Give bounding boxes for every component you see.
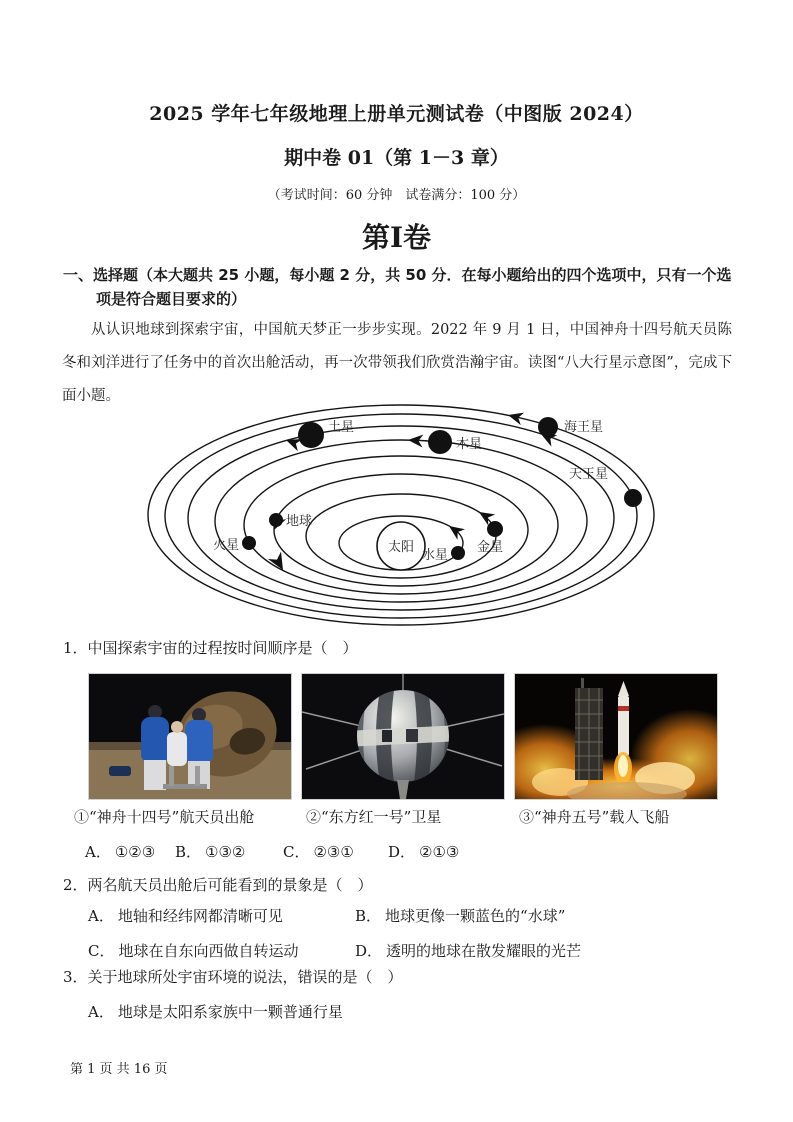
planet-label-uranus: 天王星 bbox=[568, 467, 608, 482]
q2-option-d: D． 透明的地球在散发耀眼的光芒 bbox=[355, 942, 582, 960]
planet-dot-earth bbox=[269, 513, 283, 527]
launch-tower bbox=[575, 678, 603, 780]
planet-dot-neptune bbox=[538, 417, 558, 437]
photo-caption-1: ①“神舟十四号”航天员出舱 bbox=[74, 808, 255, 826]
planet-label-venus: 金星 bbox=[476, 540, 504, 555]
photo-shenzhou14-egress bbox=[88, 673, 292, 800]
question-number: 2． bbox=[63, 876, 88, 894]
q2-option-b: B． 地球更像一颗蓝色的“水球” bbox=[355, 907, 566, 925]
planet-label-neptune: 海王星 bbox=[564, 420, 604, 435]
section-heading: 一、选择题（本大题共 25 小题，每小题 2 分，共 50 分．在每小题给出的四个选项中，只有一个选项是符合题目要求的） bbox=[63, 266, 732, 308]
orbit-neptune bbox=[148, 405, 654, 625]
solar-system-diagram bbox=[138, 403, 658, 635]
q1-option-a: A． ①②③ bbox=[85, 843, 156, 861]
paper-subtitle: 期中卷 01（第 1－3 章） bbox=[284, 147, 509, 169]
photo-dongfanghong1-satellite bbox=[301, 673, 505, 800]
question-1-stem bbox=[63, 637, 358, 658]
planet-dot-venus bbox=[487, 521, 503, 537]
intro-paragraph: 从认识地球到探索宇宙，中国航天梦正一步步实现。2022 年 9 月 1 日，中国神舟十四号航天员陈冬和刘洋进行了任务中的首次出舱活动，再一次带领我们欣赏浩瀚宇宙。读图“八大行星示意图”，完成下面小题。 bbox=[62, 322, 732, 404]
q3-option-a: A． 地球是太阳系家族中一颗普通行星 bbox=[88, 1003, 343, 1021]
planet-label-mercury: 水星 bbox=[421, 548, 448, 563]
q1-option-c: C． ②③① bbox=[283, 843, 354, 861]
photo-shenzhou5-launch bbox=[514, 673, 718, 800]
planet-dot-saturn bbox=[298, 422, 324, 448]
question-3-stem bbox=[63, 966, 403, 987]
question-text: 两名航天员出舱后可能看到的景象是（ ） bbox=[87, 876, 373, 894]
photo2-art bbox=[302, 674, 504, 799]
question-text: 关于地球所处宇宙环境的说法，错误的是（ ） bbox=[87, 968, 403, 986]
question-2-stem bbox=[63, 874, 373, 895]
question-number: 1． bbox=[63, 639, 88, 657]
planet-label-saturn: 土星 bbox=[328, 420, 355, 435]
volume-title: 第I卷 bbox=[361, 221, 432, 254]
question-number: 3． bbox=[63, 968, 88, 986]
page-title: 2025 学年七年级地理上册单元测试卷（中图版 2024） bbox=[149, 103, 644, 125]
q2-option-c: C． 地球在自东向西做自转运动 bbox=[88, 942, 299, 960]
question-text: 中国探索宇宙的过程按时间顺序是（ ） bbox=[87, 639, 358, 657]
photo-caption-2: ②“东方红一号”卫星 bbox=[306, 808, 442, 826]
photo3-art bbox=[515, 674, 717, 799]
orbit-ellipses bbox=[148, 405, 654, 625]
planet-dot-mars bbox=[242, 536, 256, 550]
q2-option-a: A． 地轴和经纬网都清晰可见 bbox=[88, 907, 283, 925]
exam-info: （考试时间：60 分钟 试卷满分：100 分） bbox=[267, 188, 526, 203]
planet-label-mars: 火星 bbox=[212, 538, 239, 553]
sun-label: 太阳 bbox=[387, 540, 415, 555]
planet-dot-mercury bbox=[451, 546, 465, 560]
page-footer: 第 1 页 共 16 页 bbox=[70, 1062, 168, 1077]
q1-option-d: D． ②①③ bbox=[388, 843, 460, 861]
photo-caption-3: ③“神舟五号”载人飞船 bbox=[519, 808, 670, 826]
photo1-art bbox=[89, 674, 291, 799]
planet-dot-uranus bbox=[624, 489, 642, 507]
q1-option-b: B． ①③② bbox=[175, 843, 246, 861]
question-1-photos bbox=[88, 673, 718, 800]
planet-label-earth: 地球 bbox=[286, 514, 313, 529]
planet-dot-jupiter bbox=[428, 430, 452, 454]
planet-label-jupiter: 木星 bbox=[456, 437, 483, 452]
orbit-saturn bbox=[188, 426, 614, 610]
